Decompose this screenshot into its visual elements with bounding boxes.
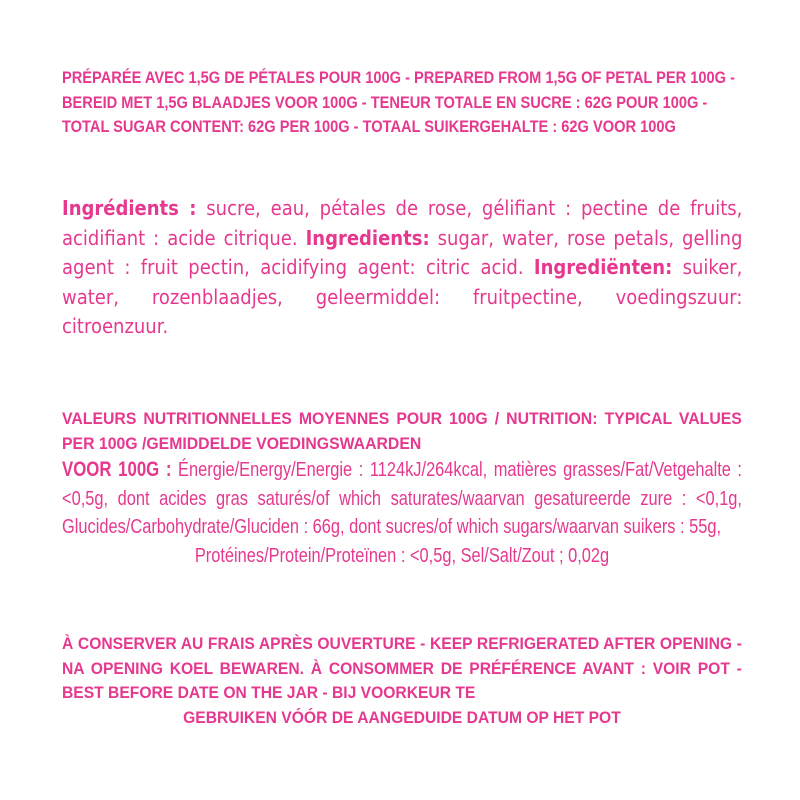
nutrition-values-last-line: Protéines/Protein/Proteïnen : <0,5g, Sel/Salt/Zout ; 0,02g bbox=[194, 543, 610, 567]
ingredients-heading-en: Ingredients: bbox=[305, 225, 430, 250]
preparation-section bbox=[62, 66, 742, 192]
storage-section bbox=[62, 632, 742, 732]
nutrition-heading: VALEURS NUTRITIONNELLES MOYENNES POUR 100G / NUTRITION: TYPICAL VALUES PER 100G /GEMIDDELDE VOEDINGSWAARDEN bbox=[62, 409, 742, 453]
ingredients-list-nl: suiker, water, rozenblaadjes, geleermiddel: fruitpectine, voedingszuur: citroenzuur. bbox=[62, 255, 743, 338]
nutrition-values-section bbox=[62, 456, 742, 628]
ingredients-list-en: sugar, water, rose petals, gelling agent : fruit pectin, acidifying agent: citric acid. bbox=[62, 225, 743, 279]
preparation-text: PRÉPARÉE AVEC 1,5G DE PÉTALES POUR 100G - PREPARED FROM 1,5G OF PETAL PER 100G - BEREID MET 1,5G BLAADJES VOOR 100G - TENEUR TOTALE EN SUCRE : 62G POUR 100G - TOTAL SUGAR CONTENT: 62G PER 100G - TOTAAL SUIKERGEHALTE : 62G VOOR 100G bbox=[62, 68, 735, 136]
ingredients-heading-fr: Ingrédients : bbox=[62, 196, 197, 220]
ingredients-list-fr: sucre, eau, pétales de rose, gélifiant : pectine de fruits, acidifiant : acide citrique. bbox=[62, 196, 743, 250]
storage-last-line: GEBRUIKEN VÓÓR DE AANGEDUIDE DATUM OP HET POT bbox=[183, 707, 621, 727]
storage-instructions: À CONSERVER AU FRAIS APRÈS OUVERTURE - KEEP REFRIGERATED AFTER OPENING - NA OPENING KOEL BEWAREN. À CONSOMMER DE PRÉFÉRENCE AVANT : VOIR POT -BEST BEFORE DATE ON THE JAR - BIJ VOORKEUR TE bbox=[62, 634, 742, 702]
nutrition-values bbox=[62, 456, 742, 570]
ingredients-section bbox=[62, 194, 742, 401]
nutrition-heading-continued: VOOR 100G : bbox=[62, 458, 172, 481]
nutrition-heading-section bbox=[62, 407, 742, 456]
storage-text bbox=[62, 632, 742, 730]
nutrition-values-text: Énergie/Energy/Energie : 1124kJ/264kcal, matières grasses/Fat/Vetgehalte : <0,5g, dont acides gras saturés/of which saturates/waarvan gesatureerde zure : <0,1g, Glucides/Carbohydrate/Gluciden : 66g, dont sucres/of which sugars/waarvan suikers : 55g, bbox=[62, 458, 742, 538]
ingredients-text bbox=[62, 194, 742, 342]
product-label bbox=[62, 66, 742, 732]
ingredients-heading-nl: Ingrediënten: bbox=[533, 255, 673, 279]
